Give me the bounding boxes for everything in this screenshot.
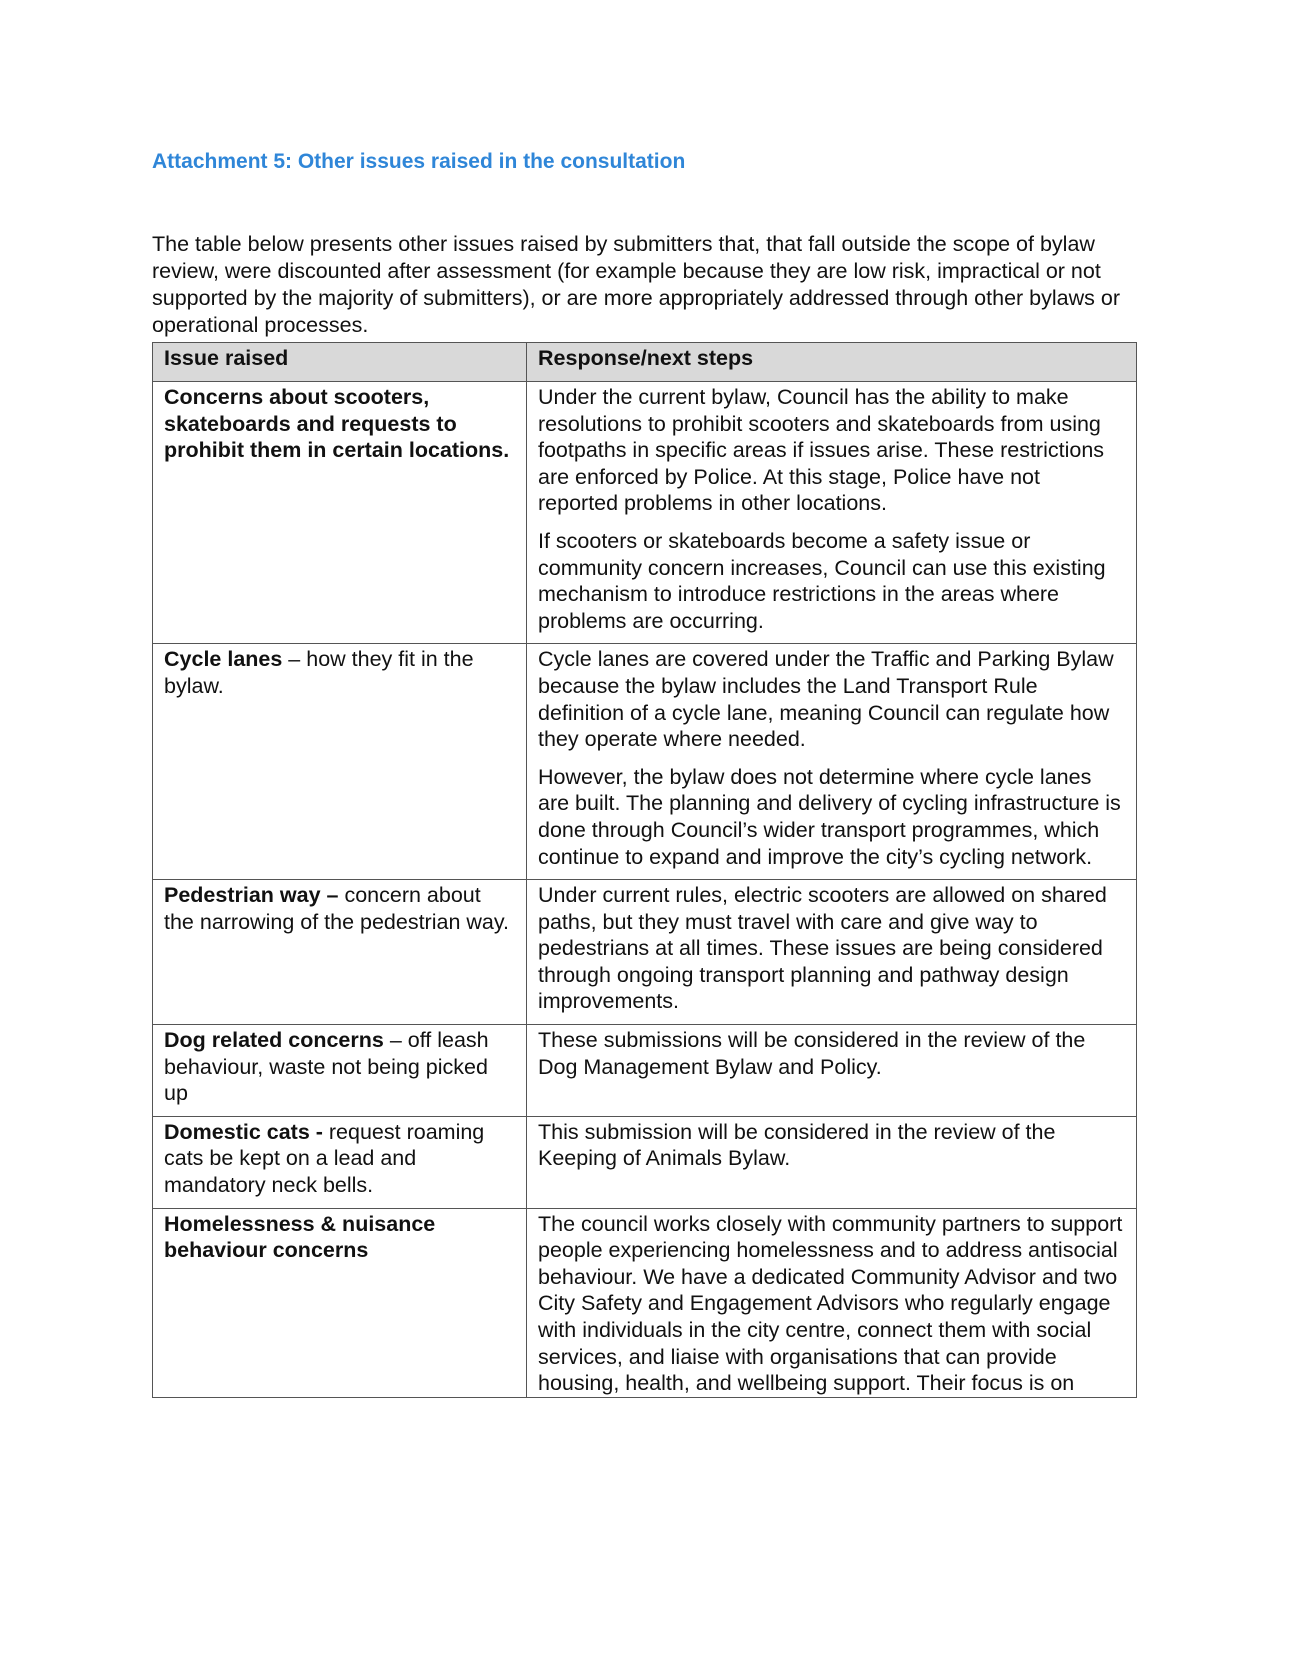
table-row [153, 382, 1137, 644]
response-paragraph: This submission will be considered in the review of the Keeping of Animals Bylaw. [538, 1119, 1056, 1171]
response-cell [527, 880, 1137, 1025]
response-cell [527, 382, 1137, 644]
issues-table [152, 342, 1137, 1398]
issue-detail: request roaming cats be kept on a lead and mandatory neck bells. [164, 1119, 485, 1198]
table-row [153, 644, 1137, 880]
header-response-next-steps: Response/next steps [527, 343, 1137, 382]
table-row [153, 1025, 1137, 1117]
table-row [153, 1116, 1137, 1208]
header-issue-raised: Issue raised [153, 343, 527, 382]
response-paragraph: Under the current bylaw, Council has the ability to make resolutions to prohibit scooters and skateboards from using footpaths in specific areas if issues arise. These restrictions are enforced by Police. At this stage, Police have not reported problems in other locations. [538, 385, 1105, 516]
page-heading: Attachment 5: Other issues raised in the consultation [152, 150, 686, 173]
issue-detail: – how they fit in the bylaw. [164, 647, 474, 698]
response-paragraph: These submissions will be considered in the review of the Dog Management Bylaw and Policy. [538, 1028, 1086, 1079]
response-cell [527, 1025, 1137, 1117]
intro-paragraph: The table below presents other issues raised by submitters that, that fall outside the scope of bylaw review, were discounted after assessment (for example because they are low risk, impractical or not supported by the majority of submitters), or are more appropriately addressed through other bylaws or operational processes. [152, 232, 1120, 337]
issue-title: Pedestrian way – [164, 883, 339, 908]
issue-cell [153, 1116, 527, 1208]
issue-cell [153, 1025, 527, 1117]
response-cell [527, 1208, 1137, 1397]
document-page [152, 148, 1137, 1398]
response-paragraph: Cycle lanes are covered under the Traffic and Parking Bylaw because the bylaw includes the Land Transport Rule definition of a cycle lane, meaning Council can regulate how they operate where needed. [538, 647, 1114, 752]
issue-title: Homelessness & nuisance behaviour concerns [164, 1211, 436, 1263]
issue-title: Dog related concerns [164, 1028, 384, 1053]
issue-title: Cycle lanes [164, 647, 283, 672]
issue-cell [153, 880, 527, 1025]
issue-cell [153, 382, 527, 644]
response-cell [527, 1116, 1137, 1208]
issue-detail: concern about the narrowing of the pedestrian way. [164, 883, 509, 934]
response-cell [527, 644, 1137, 880]
response-continued [538, 1211, 1126, 1397]
response-paragraph: However, the bylaw does not determine where cycle lanes are built. The planning and delivery of cycling infrastructure is done through Council’s wider transport programmes, which continue to expand and improve the city’s cycling network. [538, 764, 1121, 869]
table-header-row [153, 343, 1137, 382]
table-row [153, 1208, 1137, 1397]
issue-cell [153, 1208, 527, 1397]
issue-detail: – off leash behaviour, waste not being picked up [164, 1028, 489, 1106]
response-paragraph: Under current rules, electric scooters are allowed on shared paths, but they must travel with care and give way to pedestrians at all times. These issues are being considered through ongoing transport planning and pathway design improvements. [538, 883, 1107, 1014]
issue-title: Domestic cats - [164, 1119, 323, 1144]
issue-title: Concerns about scooters, skateboards and requests to prohibit them in certain locations. [164, 385, 510, 463]
response-paragraph: The council works closely with community partners to support people experiencing homelessness and to address antisocial behaviour. We have a dedicated Community Advisor and two City Safety and Engagement Advisors who regularly engage with individuals in the city centre, connect them with social services, and liaise with organisations that can provide housing, health, and wellbeing support. Their focus is on [538, 1211, 1123, 1396]
issue-cell [153, 644, 527, 880]
response-paragraph: If scooters or skateboards become a safety issue or community concern increases, Council can use this existing mechanism to introduce restrictions in the areas where problems are occurring. [538, 528, 1106, 633]
table-row [153, 880, 1137, 1025]
